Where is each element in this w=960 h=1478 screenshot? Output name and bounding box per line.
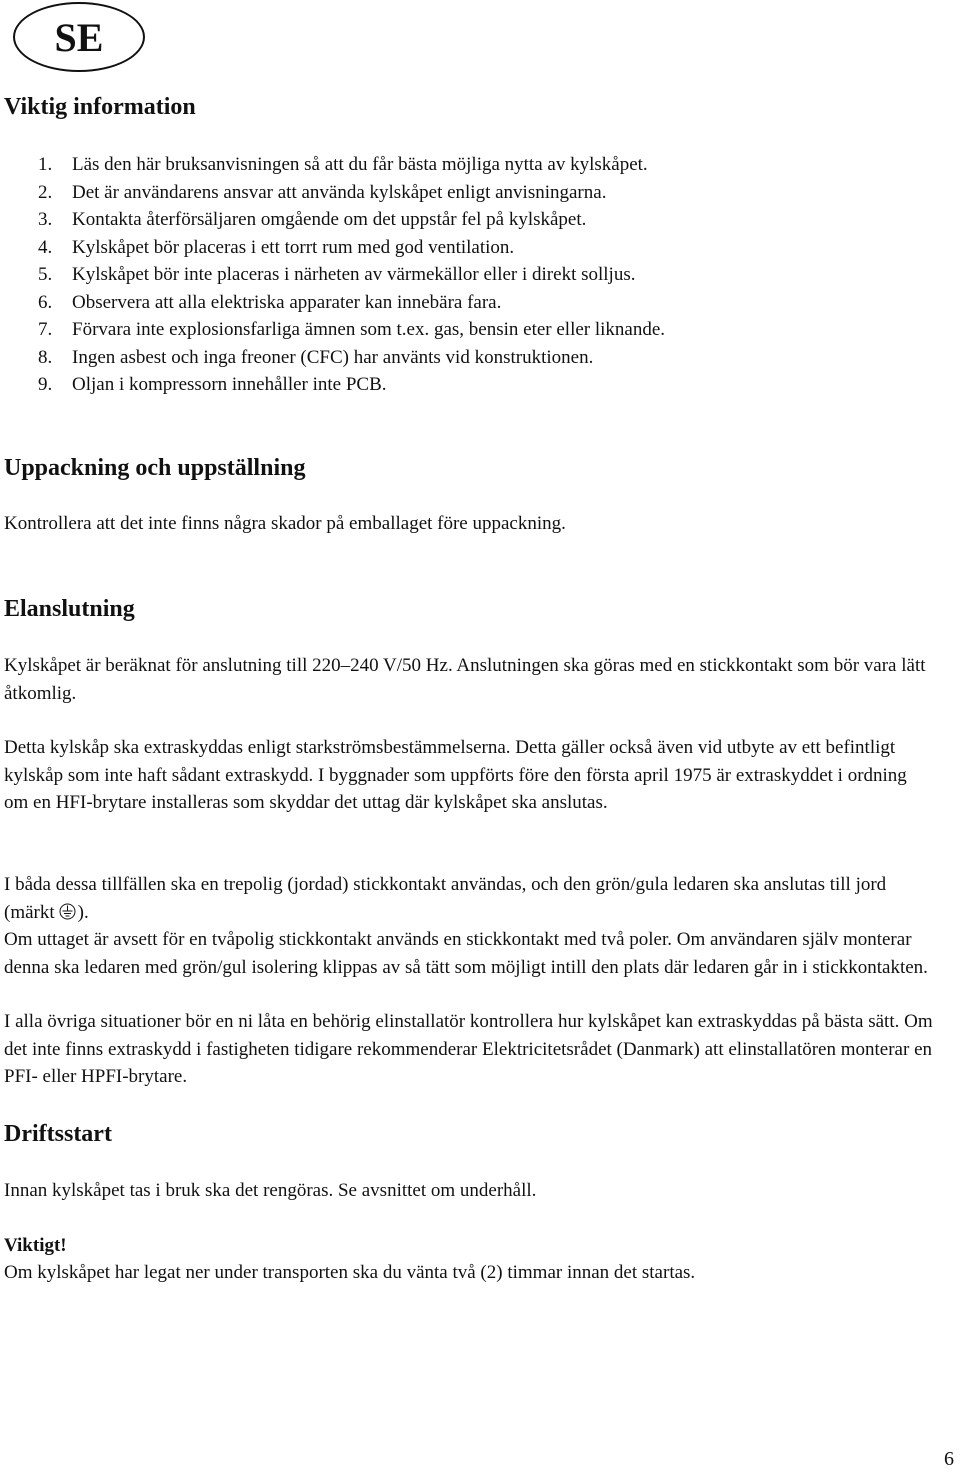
list-item [38, 316, 665, 344]
unpacking-text: Kontrollera att det inte finns några skador på emballaget före uppackning. [4, 513, 566, 534]
list-item [38, 179, 665, 207]
list-item-text: Kontakta återförsäljaren omgående om det uppstår fel på kylskåpet. [72, 209, 587, 230]
list-item [38, 151, 665, 179]
electrical-paragraph-3-end: ). [77, 901, 89, 923]
list-item-number: 8. [38, 346, 53, 368]
list-item-number: 7. [38, 319, 53, 340]
list-item [38, 206, 665, 234]
important-label: Viktigt! [4, 1235, 67, 1256]
electrical-paragraph-5: I alla övriga situationer bör en ni låta en behörig elinstallatör kontrollera hur kylskåpet kan extraskyddas på bästa sätt. Om det inte finns extraskydd i fastigheten tidigare rekommenderar Elektricitetsrådet (Danmark) att elinstallatören monterar en PFI- eller HPFI-brytare. [4, 1011, 933, 1087]
language-badge-label: SE [54, 14, 104, 60]
electrical-paragraph-1: Kylskåpet är beräknat för anslutning till 220–240 V/50 Hz. Anslutningen ska göras med en stickkontakt som bör vara lätt åtkomlig. [4, 655, 926, 704]
ground-icon [59, 903, 76, 920]
language-badge [13, 2, 145, 72]
list-item-text: Det är användarens ansvar att använda kylskåpet enligt anvisningarna. [72, 181, 607, 203]
electrical-paragraph-4: Om uttaget är avsett för en tvåpolig stickkontakt används en stickkontakt med två poler. Om användaren själv monterar denna ska ledaren med grön/gul isolering klippas av så tätt som möjligt intill den plats där ledaren går in i stickkontakten. [4, 929, 928, 978]
important-text: Om kylskåpet har legat ner under transporten ska du vänta två (2) timmar innan det startas. [4, 1262, 696, 1283]
list-item [38, 234, 665, 262]
heading-unpacking: Uppackning och uppställning [4, 455, 306, 481]
list-item-number: 4. [38, 236, 53, 258]
list-item-text: Observera att alla elektriska apparater kan innebära fara. [72, 291, 502, 313]
heading-startup: Driftsstart [4, 1121, 112, 1147]
list-item-text: Ingen asbest och inga freoner (CFC) har använts vid konstruktionen. [72, 346, 594, 368]
important-information-list [38, 151, 665, 399]
list-item-text: Förvara inte explosionsfarliga ämnen som t.ex. gas, bensin eter eller liknande. [72, 319, 666, 340]
list-item-number: 3. [38, 209, 53, 230]
list-item-number: 6. [38, 291, 53, 313]
list-item [38, 371, 665, 399]
list-item-number: 2. [38, 181, 53, 203]
list-item-number: 9. [38, 374, 53, 395]
electrical-paragraph-3-start: I båda dessa tillfällen ska en trepolig (jordad) stickkontakt användas, och den grön/gula ledaren ska anslutas till jord (märkt [4, 874, 887, 923]
list-item [38, 261, 665, 289]
page-number: 6 [944, 1448, 954, 1470]
list-item-text: Oljan i kompressorn innehåller inte PCB. [72, 374, 387, 395]
list-item [38, 289, 665, 317]
list-item-number: 5. [38, 264, 53, 285]
heading-important-information: Viktig information [4, 94, 196, 120]
startup-text: Innan kylskåpet tas i bruk ska det rengöras. Se avsnittet om underhåll. [4, 1180, 537, 1201]
heading-electrical-connection: Elanslutning [4, 596, 135, 622]
list-item [38, 344, 665, 372]
electrical-paragraph-3 [4, 871, 934, 926]
list-item-number: 1. [38, 154, 53, 175]
list-item-text: Läs den här bruksanvisningen så att du får bästa möjliga nytta av kylskåpet. [72, 154, 648, 175]
list-item-text: Kylskåpet bör inte placeras i närheten av värmekällor eller i direkt solljus. [72, 264, 636, 285]
electrical-paragraph-2: Detta kylskåp ska extraskyddas enligt starkströmsbestämmelserna. Detta gäller också även vid utbyte av ett befintligt kylskåp som inte haft sådant extraskydd. I byggnader som uppförts före den första april 1975 är extraskyddet i ordning om en HFI-brytare installeras som skyddar det uttag där kylskåpet ska anslutas. [4, 737, 907, 813]
list-item-text: Kylskåpet bör placeras i ett torrt rum med god ventilation. [72, 236, 515, 258]
